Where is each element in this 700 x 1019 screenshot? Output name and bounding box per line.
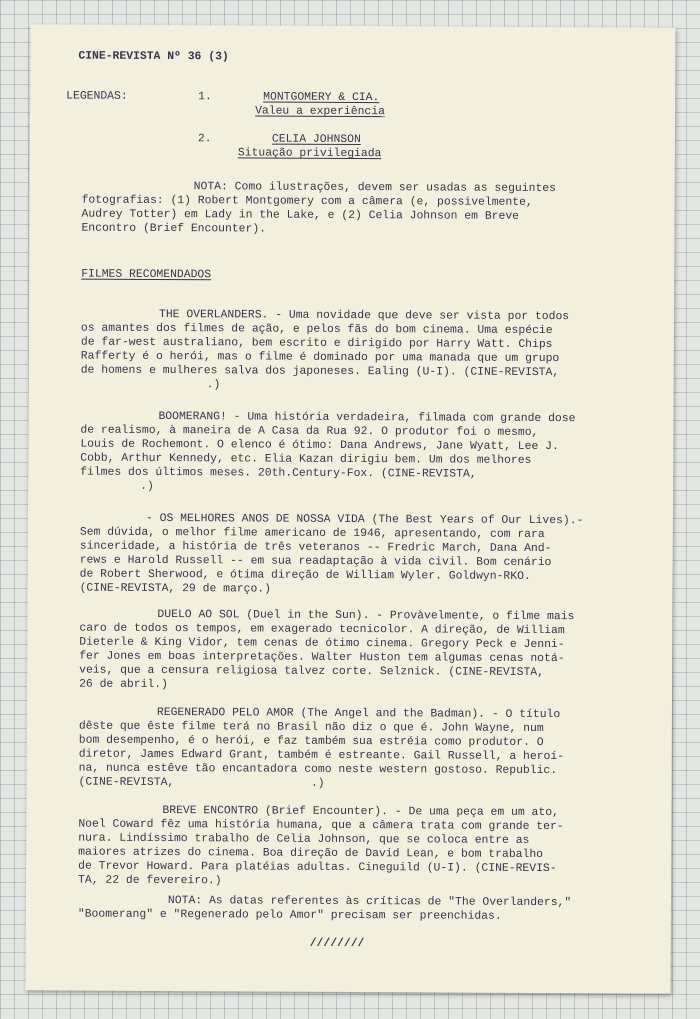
review-line: THE OVERLANDERS. - Uma novidade que deve ser vista por todos <box>158 308 570 324</box>
review-line: na, nunca estêve tão encantadora como neste western gostoso. Republic. <box>78 762 558 778</box>
legenda-1-subtitle: Valeu a experiência <box>255 105 385 119</box>
review-line: Dieterle & King Vidor, tem cenas de ótimo cinema. Gregory Peck e Jenni- <box>79 636 565 652</box>
section-title: FILMES RECOMENDADOS <box>81 268 212 282</box>
review-line: bom desempenho, é o herói, e faz também sua estréia como produtor. O <box>78 734 544 750</box>
review-line: REGENERADO PELO AMOR (The Angel and the Badman). - O título <box>156 706 561 722</box>
review-line: 26 de abril.) <box>79 678 168 692</box>
review-line: (CINE-REVISTA, 29 de março.) <box>79 582 272 596</box>
review-line: de realismo, à maneira de A Casa da Rua 92. O produtor foi o mesmo, <box>80 424 539 439</box>
review-line: veis, que a censura religiosa talvez corte. Selznick. (CINE-REVISTA, <box>79 664 545 680</box>
review-line: de Robert Sherwood, e ótima direção de William Wyler. Goldwyn-RKO. <box>79 568 531 583</box>
end-mark: //////// <box>309 937 365 951</box>
nota-2-line: "Boomerang" e "Regenerado pelo Amor" precisam ser preenchidas. <box>77 908 502 923</box>
review-line: maiores atrizes do cinema. Boa direção de David Lean, e bom trabalho <box>78 846 544 862</box>
review-line: Louis de Rochemont. O elenco é ótimo: Dana Andrews, Jane Wyatt, Lee J. <box>80 438 559 454</box>
review-line: fer Jones em boas interpretações. Walter Huston tem algumas cenas notá- <box>79 650 565 666</box>
nota-1-line: Encontro (Brief Encounter). <box>81 222 267 236</box>
review-line: filmes dos últimos meses. 20th.Century-Fox. (CINE-REVISTA, <box>80 466 477 481</box>
legenda-2-subtitle: Situação privilegiada <box>237 147 382 161</box>
review-line: de far-west australiano, bem escrito e dirigido por Harry Watt. Chips <box>80 336 553 352</box>
review-line: TA, 22 de fevereiro.) <box>78 874 222 888</box>
legenda-1-number: 1. <box>198 91 212 104</box>
nota-1-line: Audrey Totter) em Lady in the Lake, e (2) Celia Johnson em Breve <box>81 208 520 223</box>
typewritten-page <box>25 24 675 993</box>
nota-2-line: NOTA: As datas referentes às críticas de "The Overlanders," <box>167 895 572 910</box>
legenda-1-title: MONTGOMERY & CIA. <box>263 91 380 105</box>
document-header: CINE-REVISTA Nº 36 (3) <box>78 50 229 64</box>
review-line: diretor, James Edward Grant, também é estreante. Gail Russell, a heroí- <box>78 748 565 764</box>
review-line: Noel Coward fêz uma história humana, que a câmera trata com grande ter- <box>78 818 564 834</box>
review-line: - OS MELHORES ANOS DE NOSSA VIDA (The Best Years of Our Lives).- <box>145 512 584 528</box>
review-line: .) <box>140 480 154 493</box>
review-line: Cobb, Arthur Kennedy, etc. Elia Kazan dirigiu bem. Um dos melhores <box>80 452 532 467</box>
review-line: (CINE-REVISTA, .) <box>78 776 325 790</box>
review-line: de homens e mulheres salva dos japoneses. Ealing (U-I). (CINE-REVISTA, <box>80 364 560 380</box>
legenda-2-number: 2. <box>197 133 212 146</box>
nota-1-line: NOTA: Como ilustrações, devem ser usadas as seguintes <box>193 181 556 196</box>
review-line: caro de todos os tempos, em exagerado tecnicolor. A direção, de William <box>79 622 565 638</box>
review-line: Rafferty é o herói, mas o filme é dominado por uma manada que um grupo <box>80 350 560 366</box>
review-line: rews e Harold Russell -- em sua readaptação à vida civil. Bom cenário <box>79 554 552 570</box>
review-line: BREVE ENCONTRO (Brief Encounter). - De uma peça em um ato, <box>162 805 559 820</box>
review-line: nura. Lindíssimo trabalho de Celia Johnson, que se coloca entre as <box>78 832 530 847</box>
nota-1-line: fotografias: (1) Robert Montgomery com a câmera (e, possivelmente, <box>81 194 533 209</box>
review-line: BOOMERANG! - Uma história verdadeira, filmada com grande dose <box>158 410 576 426</box>
review-line: de Trevor Howard. Para platéias adultas. Cineguild (U-I). (CINE-REVIS- <box>78 860 557 876</box>
review-line: Sem dúvida, o melhor filme americano de 1946, apresentando, com rara <box>79 526 545 542</box>
review-line: os amantes dos filmes de ação, e pelos fãs do bom cinema. Uma espécie <box>80 322 553 338</box>
legenda-2-title: CELIA JOHNSON <box>271 133 361 147</box>
legendas-label: LEGENDAS: <box>66 90 128 103</box>
review-line: DUELO AO SOL (Duel in the Sun). - Provàvelmente, o filme mais <box>157 608 575 624</box>
review-line: sinceridade, a história de três veteranos -- Fredric March, Dana And- <box>79 540 552 556</box>
review-line: .) <box>206 379 221 392</box>
review-line: dêste que êste filme terá no Brasil não diz o que é. John Wayne, num <box>78 720 544 736</box>
